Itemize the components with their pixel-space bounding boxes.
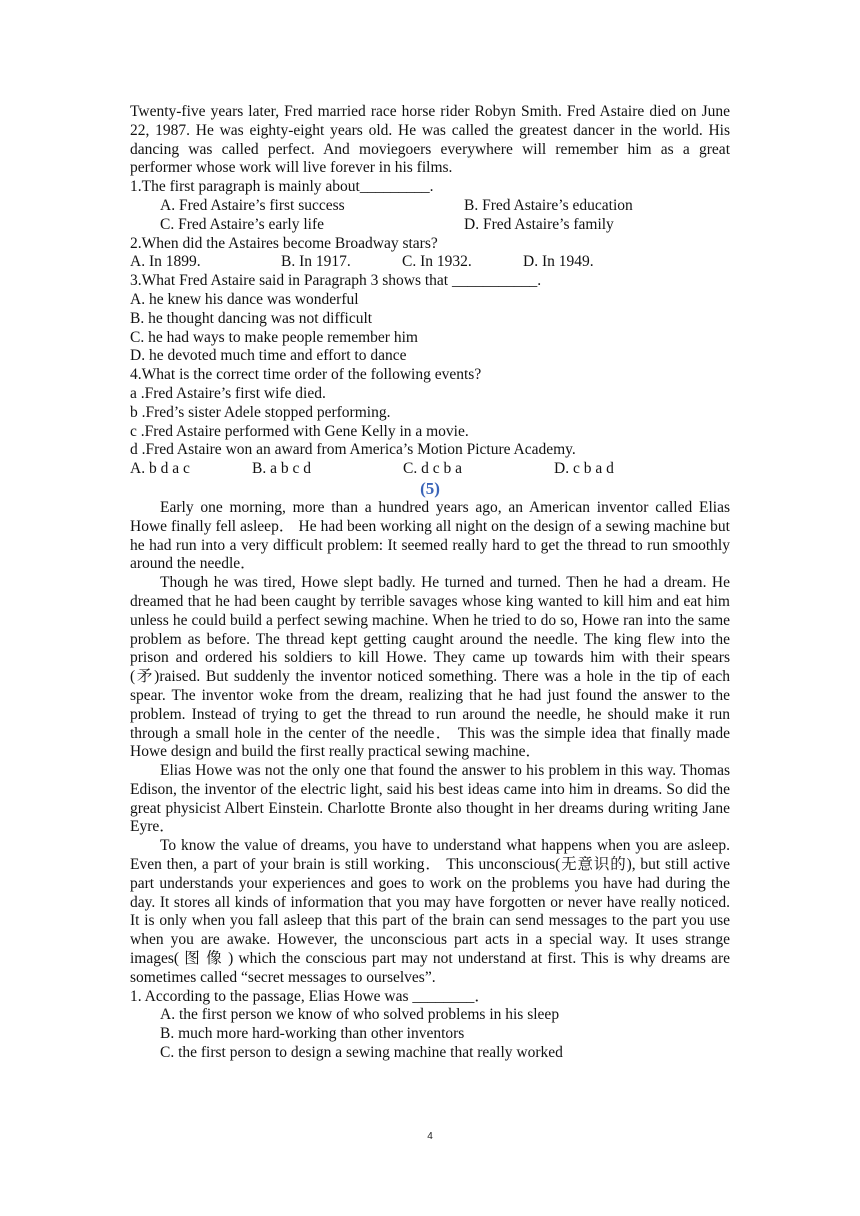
question-1-option-d: D. Fred Astaire’s family — [464, 215, 614, 233]
question-1-option-c: C. Fred Astaire’s early life — [160, 215, 324, 233]
question-4-option-a: A. b d a c — [130, 460, 190, 478]
passage-5-question-1-option-b: B. much more hard-working than other inventors — [160, 1025, 465, 1043]
passage-5-paragraph-4: To know the value of dreams, you have to understand what happens when you are asleep. Even then, a part of your brain is still working． This unconscious(无意识的), but still active part understands your experiences and goes to work on the problems you have had during the day. It stores all kinds of information that you may have forgotten or never have really noticed. It is only when you fall asleep that this part of the brain can send messages to the part you use when you are awake. However, the unconscious part acts in a special way. It uses strange images( 图 像 ) which the conscious part may not understand at first. This is why dreams are sometimes called “secret messages to ourselves”. — [130, 837, 730, 986]
question-2-stem: 2.When did the Astaires become Broadway stars? — [130, 234, 438, 252]
question-4-option-c: C. d c b a — [403, 460, 462, 478]
question-2-option-a: A. In 1899. — [130, 253, 201, 271]
question-4-option-d: D. c b a d — [554, 460, 614, 478]
question-3-option-c: C. he had ways to make people remember him — [130, 328, 418, 346]
section-number: (5) — [420, 478, 440, 498]
question-3-stem: 3.What Fred Astaire said in Paragraph 3 shows that ___________. — [130, 272, 542, 290]
intro-paragraph: Twenty-five years later, Fred married race horse rider Robyn Smith. Fred Astaire died on June 22, 1987. He was eighty-eight years old. He was called the greatest dancer in the world. His dancing was called perfect. And moviegoers everywhere will remember him as a great performer whose work will live forever in his films. — [130, 103, 730, 177]
question-1-options-row-2 — [130, 216, 730, 235]
question-1-option-b: B. Fred Astaire’s education — [464, 196, 633, 214]
question-4-event-b: b .Fred’s sister Adele stopped performing. — [130, 403, 391, 421]
question-4-option-b: B. a b c d — [252, 460, 311, 478]
question-4-event-c: c .Fred Astaire performed with Gene Kelly in a movie. — [130, 422, 469, 440]
document-page — [130, 103, 730, 1063]
passage-5-question-1-option-c: C. the first person to design a sewing machine that really worked — [160, 1044, 563, 1062]
passage-5-paragraph-2: Though he was tired, Howe slept badly. He turned and turned. Then he had a dream. He dreamed that he had been caught by terrible savages whose king wanted to kill him and eat him unless he could build a perfect sewing machine. When he tried to do so, Howe ran into the same problem as before. The thread kept getting caught around the needle. The king flew into the prison and ordered his soldiers to kill Howe. They came up towards him with their spears (矛)raised. But suddenly the inventor noticed something. There was a hole in the tip of each spear. The inventor woke from the dream, realizing that he had just found the answer to the problem. Instead of trying to get the thread to run around the needle, he should make it run through a small hole in the center of the needle． This was the simple idea that finally made Howe design and build the first really practical sewing machine． — [130, 574, 730, 761]
question-4-event-d: d .Fred Astaire won an award from America’s Motion Picture Academy. — [130, 441, 576, 459]
question-4-event-a: a .Fred Astaire’s first wife died. — [130, 384, 326, 402]
question-3-option-b: B. he thought dancing was not difficult — [130, 309, 373, 327]
passage-5-question-1-stem: 1. According to the passage, Elias Howe was ________． — [130, 987, 490, 1005]
question-4-options — [130, 460, 730, 479]
question-4-stem: 4.What is the correct time order of the following events? — [130, 366, 482, 384]
question-2-option-c: C. In 1932. — [402, 253, 472, 271]
question-2-options — [130, 253, 730, 272]
question-1-options-row-1 — [130, 197, 730, 216]
passage-5-paragraph-3: Elias Howe was not the only one that found the answer to his problem in this way. Thomas Edison, the inventor of the electric light, said his best ideas came into him in dreams. So did the great physicist Albert Einstein. Charlotte Bronte also thought in her dreams during writing Jane Eyre． — [130, 762, 730, 836]
question-3-option-d: D. he devoted much time and effort to dance — [130, 347, 407, 365]
question-1-option-a: A. Fred Astaire’s first success — [160, 196, 345, 214]
page-number: 4 — [427, 1131, 433, 1142]
passage-5-paragraph-1: Early one morning, more than a hundred years ago, an American inventor called Elias Howe finally fell asleep． He had been working all night on the design of a sewing machine but he had run into a very difficult problem: It seemed really hard to get the thread to run smoothly around the needle． — [130, 498, 730, 573]
question-3-option-a: A. he knew his dance was wonderful — [130, 290, 359, 308]
question-2-option-d: D. In 1949. — [523, 253, 594, 271]
question-2-option-b: B. In 1917. — [281, 253, 351, 271]
passage-5-question-1-option-a: A. the first person we know of who solved problems in his sleep — [160, 1006, 560, 1024]
question-1-stem: 1.The first paragraph is mainly about_________. — [130, 178, 434, 196]
